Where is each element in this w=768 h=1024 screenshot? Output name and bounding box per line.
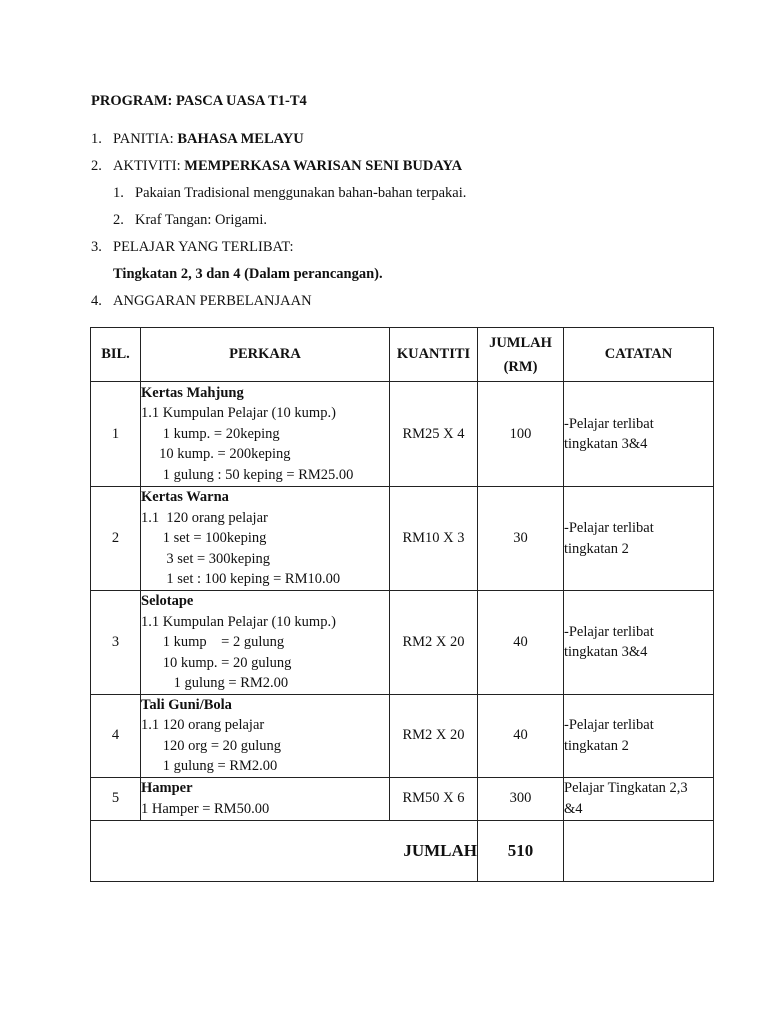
item-value: MEMPERKASA WARISAN SENI BUDAYA (184, 158, 463, 174)
cell-bil: 5 (91, 777, 141, 820)
cell-bil: 2 (91, 487, 141, 591)
cell-catatan (564, 591, 714, 695)
item-label: AKTIVITI: (113, 158, 185, 174)
cell-perkara (141, 382, 390, 487)
catatan-line: tingkatan 2 (564, 540, 629, 557)
budget-table (90, 327, 714, 882)
perkara-line: 1 kump. = 20keping (141, 425, 280, 442)
perkara-line: 1.1 120 orang pelajar (141, 509, 268, 526)
header-bil: BIL. (91, 328, 141, 382)
catatan-line: &4 (564, 800, 583, 817)
table-row (91, 694, 714, 777)
cell-kuantiti: RM25 X 4 (390, 382, 478, 487)
cell-kuantiti: RM10 X 3 (390, 487, 478, 591)
header-jumlah-line2: (RM) (503, 358, 538, 375)
cell-catatan (564, 382, 714, 487)
sub-item-number: 2. (113, 212, 124, 228)
perkara-line: 1.1 Kumpulan Pelajar (10 kump.) (141, 613, 336, 630)
perkara-line: 1.1 Kumpulan Pelajar (10 kump.) (141, 405, 336, 422)
catatan-line: -Pelajar terlibat (564, 415, 654, 432)
cell-catatan (564, 487, 714, 591)
perkara-line: 1 gulung = RM2.00 (141, 758, 278, 774)
perkara-line: 1 kump = 2 gulung (141, 634, 285, 650)
table-row (91, 591, 714, 695)
item-number: 1. (91, 131, 102, 147)
perkara-line: 1 Hamper = RM50.00 (141, 800, 270, 817)
perkara-line: 1.1 120 orang pelajar (141, 717, 265, 733)
item-pelajar (91, 239, 294, 256)
cell-catatan (564, 694, 714, 777)
catatan-line: tingkatan 3&4 (564, 644, 648, 661)
table-header-row (91, 328, 714, 382)
perkara-line: 3 set = 300keping (141, 550, 270, 567)
perkara-title: Selotape (141, 593, 194, 609)
perkara-line: 1 set = 100keping (141, 530, 267, 547)
catatan-line: -Pelajar terlibat (564, 717, 654, 733)
cell-kuantiti: RM50 X 6 (390, 777, 478, 820)
perkara-line: 1 gulung = RM2.00 (141, 675, 289, 691)
item-label: PELAJAR YANG TERLIBAT: (113, 239, 294, 255)
catatan-line: tingkatan 3&4 (564, 436, 648, 452)
item-number: 4. (91, 293, 102, 309)
cell-kuantiti: RM2 X 20 (390, 694, 478, 777)
catatan-line: tingkatan 2 (564, 737, 629, 754)
header-perkara: PERKARA (141, 328, 390, 382)
cell-jumlah: 30 (478, 487, 564, 591)
pelajar-detail: Tingkatan 2, 3 dan 4 (Dalam perancangan). (113, 266, 383, 282)
table-row (91, 777, 714, 820)
aktiviti-sub-item (113, 212, 267, 229)
perkara-line: 1 set : 100 keping = RM10.00 (141, 571, 341, 588)
perkara-line: 120 org = 20 gulung (141, 737, 282, 754)
cell-jumlah: 40 (478, 694, 564, 777)
table-row (91, 487, 714, 591)
cell-perkara (141, 777, 390, 820)
catatan-line: Pelajar Tingkatan 2,3 (564, 780, 688, 796)
header-jumlah (478, 328, 564, 382)
cell-perkara (141, 487, 390, 591)
item-anggaran (91, 293, 312, 310)
table-row (91, 382, 714, 487)
item-number: 3. (91, 239, 102, 255)
perkara-title: Tali Guni/Bola (141, 696, 232, 713)
sub-item-text: Pakaian Tradisional menggunakan bahan-bahan terpakai. (135, 185, 467, 201)
perkara-line: 10 kump. = 200keping (141, 446, 291, 463)
perkara-line: 10 kump. = 20 gulung (141, 654, 292, 671)
catatan-line: -Pelajar terlibat (564, 623, 654, 640)
program-title: PROGRAM: PASCA UASA T1-T4 (91, 93, 307, 109)
cell-jumlah: 300 (478, 777, 564, 820)
item-value: BAHASA MELAYU (177, 131, 304, 147)
item-label: PANITIA: (113, 131, 178, 147)
total-label: JUMLAH (91, 820, 478, 881)
item-number: 2. (91, 158, 102, 174)
sub-item-number: 1. (113, 185, 124, 201)
cell-perkara (141, 591, 390, 695)
perkara-title: Hamper (141, 780, 193, 796)
cell-perkara (141, 694, 390, 777)
item-aktiviti (91, 158, 462, 175)
perkara-line: 1 gulung : 50 keping = RM25.00 (141, 466, 354, 483)
item-label: ANGGARAN PERBELANJAAN (113, 293, 312, 309)
item-panitia (91, 131, 304, 148)
cell-kuantiti: RM2 X 20 (390, 591, 478, 695)
total-catatan-empty (564, 820, 714, 881)
header-catatan: CATATAN (564, 328, 714, 382)
total-value: 510 (478, 820, 564, 881)
header-kuantiti: KUANTITI (390, 328, 478, 382)
cell-bil: 3 (91, 591, 141, 695)
cell-bil: 1 (91, 382, 141, 487)
aktiviti-sub-item (113, 185, 466, 202)
sub-item-text: Kraf Tangan: Origami. (135, 212, 267, 228)
catatan-line: -Pelajar terlibat (564, 520, 654, 536)
total-row (91, 820, 714, 881)
cell-catatan (564, 777, 714, 820)
cell-jumlah: 100 (478, 382, 564, 487)
header-jumlah-line1: JUMLAH (489, 334, 552, 351)
cell-jumlah: 40 (478, 591, 564, 695)
perkara-title: Kertas Mahjung (141, 384, 244, 401)
cell-bil: 4 (91, 694, 141, 777)
perkara-title: Kertas Warna (141, 489, 229, 506)
